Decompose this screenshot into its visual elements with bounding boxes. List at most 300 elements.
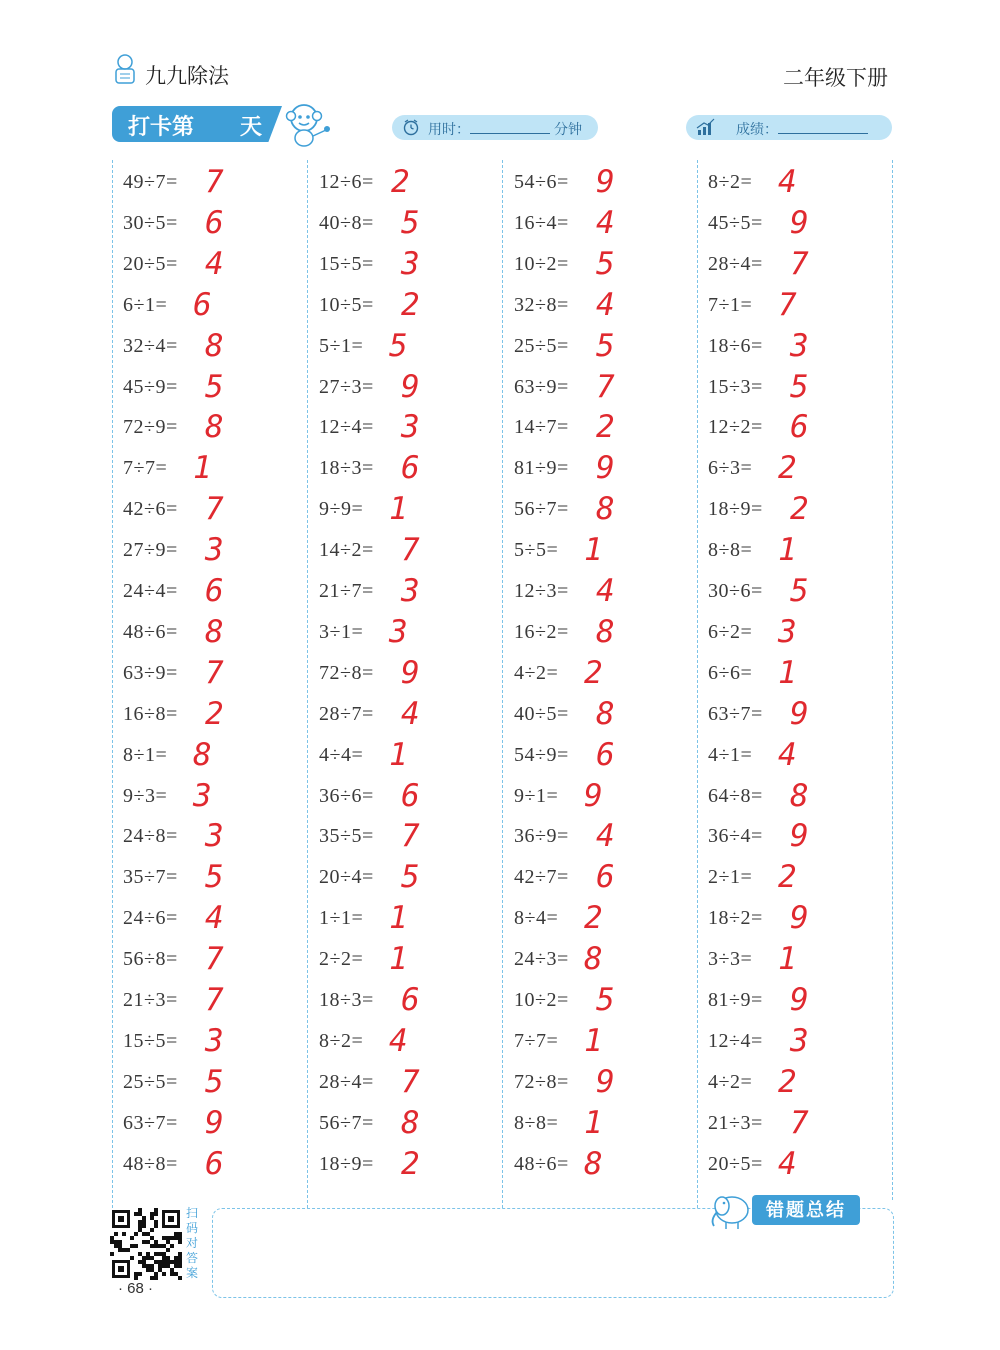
column-border (112, 160, 113, 1208)
problem-equation: 42÷7= (514, 866, 569, 889)
problem-item (123, 444, 273, 487)
problem-equation: 36÷4= (708, 825, 763, 848)
problem-equation: 6÷6= (708, 661, 753, 684)
problem-equation: 8÷2= (708, 171, 753, 193)
problem-equation: 56÷7= (514, 498, 569, 521)
handwritten-answer[interactable]: 6 (401, 450, 420, 487)
handwritten-answer[interactable]: 2 (596, 409, 615, 446)
problem-item (514, 894, 664, 937)
handwritten-answer[interactable]: 5 (596, 245, 615, 282)
problem-equation: 30÷6= (708, 580, 763, 602)
checkin-label: 打卡第 (128, 114, 195, 139)
problem-item (514, 772, 664, 812)
problem-item (708, 1017, 858, 1057)
problem-equation: 7÷1= (708, 293, 753, 316)
problem-item (123, 731, 273, 771)
problem-equation: 40÷8= (319, 211, 374, 234)
handwritten-answer[interactable]: 2 (584, 654, 603, 691)
problem-item (123, 322, 273, 362)
problem-item (123, 281, 273, 321)
handwritten-answer[interactable]: 2 (205, 695, 224, 732)
handwritten-answer[interactable]: 5 (401, 204, 420, 241)
problem-equation: 63÷9= (514, 375, 569, 398)
handwritten-answer[interactable]: 7 (401, 1063, 420, 1100)
handwritten-answer[interactable]: 1 (389, 491, 408, 528)
handwritten-answer[interactable]: 3 (401, 573, 420, 609)
handwritten-answer[interactable]: 4 (205, 245, 224, 282)
handwritten-answer[interactable]: 7 (205, 654, 224, 691)
problem-item (319, 935, 469, 978)
problem-item (514, 1140, 664, 1180)
problem-item (708, 567, 858, 607)
problem-item (708, 608, 858, 648)
column-border (697, 160, 698, 1208)
handwritten-answer[interactable]: 5 (790, 573, 809, 609)
problem-equation: 63÷7= (708, 702, 763, 725)
handwritten-answer[interactable]: 3 (205, 1022, 224, 1059)
handwritten-answer[interactable]: 1 (584, 1022, 603, 1059)
column-border (892, 160, 893, 1200)
problem-equation: 9÷3= (123, 784, 168, 807)
problem-item (123, 567, 273, 607)
problem-equation: 4÷4= (319, 743, 364, 766)
handwritten-answer[interactable]: 9 (584, 777, 603, 814)
problem-item (319, 976, 469, 1016)
handwritten-answer[interactable]: 9 (790, 695, 809, 732)
problem-item (319, 322, 469, 362)
handwritten-answer[interactable]: 1 (778, 654, 797, 691)
problem-item (514, 281, 664, 321)
problem-item (319, 894, 469, 937)
problem-item (319, 158, 469, 198)
problem-equation: 8÷1= (123, 743, 168, 766)
handwritten-answer[interactable]: 4 (596, 204, 615, 241)
problem-item (514, 1099, 664, 1139)
handwritten-answer[interactable]: 8 (596, 491, 615, 528)
problem-equation: 48÷6= (123, 620, 178, 643)
problem-item (708, 444, 858, 487)
handwritten-answer[interactable]: 5 (205, 368, 224, 405)
problem-equation: 18÷2= (708, 907, 763, 930)
handwritten-answer[interactable]: 6 (401, 777, 420, 814)
column-border (502, 160, 503, 1208)
problem-equation: 54÷6= (514, 171, 569, 193)
problem-equation: 10÷2= (514, 989, 569, 1011)
handwritten-answer[interactable]: 5 (205, 1063, 224, 1100)
handwritten-answer[interactable]: 9 (401, 654, 420, 691)
handwritten-answer[interactable]: 3 (205, 532, 224, 569)
problem-equation: 32÷4= (123, 334, 178, 357)
problem-item (708, 690, 858, 730)
problem-equation: 20÷5= (708, 1152, 763, 1175)
handwritten-answer[interactable]: 8 (401, 1104, 420, 1141)
handwritten-answer[interactable]: 9 (205, 1104, 224, 1141)
handwritten-answer[interactable]: 4 (778, 164, 797, 200)
problem-item (123, 240, 273, 280)
problem-equation: 49÷7= (123, 171, 178, 193)
problem-item (514, 240, 664, 280)
time-blank[interactable] (470, 133, 550, 134)
handwritten-answer[interactable]: 3 (401, 409, 420, 446)
handwritten-answer[interactable]: 1 (389, 941, 408, 978)
problem-item (708, 199, 858, 239)
handwritten-answer[interactable]: 7 (205, 982, 224, 1018)
problem-equation: 72÷8= (319, 661, 374, 684)
problem-item (514, 649, 664, 689)
column-border (307, 160, 308, 1208)
handwritten-answer[interactable]: 6 (193, 286, 212, 323)
handwritten-answer[interactable]: 2 (401, 1145, 420, 1182)
problem-equation: 72÷9= (123, 416, 178, 439)
problem-equation: 45÷9= (123, 375, 178, 398)
problem-equation: 24÷3= (514, 948, 569, 971)
problem-item (514, 322, 664, 362)
problem-item (123, 608, 273, 648)
problem-item (319, 772, 469, 812)
problem-equation: 9÷1= (514, 784, 559, 807)
problem-item (123, 772, 273, 812)
handwritten-answer[interactable]: 8 (205, 613, 224, 650)
problem-equation: 16÷8= (123, 702, 178, 725)
problem-item (514, 363, 664, 403)
problem-item (319, 281, 469, 321)
problem-equation: 35÷5= (319, 825, 374, 848)
handwritten-answer[interactable]: 9 (596, 164, 615, 200)
handwritten-answer[interactable]: 8 (584, 1145, 603, 1182)
handwritten-answer[interactable]: 4 (205, 900, 224, 937)
book-title: 九九除法 (145, 65, 229, 88)
problem-equation: 10÷2= (514, 252, 569, 275)
problem-equation: 36÷6= (319, 784, 374, 807)
problem-item (514, 444, 664, 487)
score-field (686, 115, 892, 140)
problem-equation: 25÷5= (514, 334, 569, 357)
problem-item (708, 1140, 858, 1180)
handwritten-answer[interactable]: 5 (205, 859, 224, 896)
problem-equation: 8÷8= (514, 1111, 559, 1134)
mistake-summary-label: 错题总结 (752, 1195, 860, 1225)
problem-equation: 24÷8= (123, 825, 178, 848)
handwritten-answer[interactable]: 7 (790, 1104, 809, 1141)
handwritten-answer[interactable]: 2 (778, 450, 797, 487)
handwritten-answer[interactable]: 5 (401, 859, 420, 896)
handwritten-answer[interactable]: 3 (401, 245, 420, 282)
time-label: 用时： (428, 121, 470, 137)
problem-item (708, 403, 858, 446)
time-unit: 分钟 (554, 121, 582, 137)
problem-item (708, 935, 858, 978)
problem-item (123, 690, 273, 730)
handwritten-answer[interactable]: 4 (401, 695, 420, 732)
problem-equation: 30÷5= (123, 211, 178, 234)
problem-item (514, 567, 664, 607)
problem-item (708, 1058, 858, 1098)
problem-item (123, 199, 273, 239)
problem-item (123, 1058, 273, 1098)
handwritten-answer[interactable]: 3 (790, 1022, 809, 1059)
problem-item (319, 567, 469, 607)
problem-item (319, 690, 469, 730)
problem-item (514, 158, 664, 198)
problem-equation: 7÷7= (514, 1029, 559, 1052)
problem-item (319, 853, 469, 896)
problem-item (708, 1099, 858, 1139)
problem-item (514, 690, 664, 730)
problem-equation: 12÷4= (708, 1029, 763, 1052)
problem-equation: 54÷9= (514, 743, 569, 766)
problem-equation: 56÷7= (319, 1111, 374, 1134)
handwritten-answer[interactable]: 2 (790, 491, 809, 528)
problem-item (514, 199, 664, 239)
problem-equation: 27÷3= (319, 375, 374, 398)
problem-item (319, 731, 469, 771)
clock-icon (402, 118, 420, 136)
problem-equation: 7÷7= (123, 457, 168, 480)
problem-equation: 72÷8= (514, 1070, 569, 1093)
handwritten-answer[interactable]: 4 (389, 1022, 408, 1059)
problem-equation: 9÷9= (319, 498, 364, 521)
handwritten-answer[interactable]: 8 (790, 777, 809, 814)
elephant-icon (704, 1190, 756, 1230)
handwritten-answer[interactable]: 1 (389, 736, 408, 773)
handwritten-answer[interactable]: 1 (778, 941, 797, 978)
problem-item (123, 649, 273, 689)
problem-item (319, 403, 469, 446)
problem-equation: 4÷2= (514, 661, 559, 684)
handwritten-answer[interactable]: 8 (584, 941, 603, 978)
problem-equation: 63÷9= (123, 661, 178, 684)
problem-equation: 64÷8= (708, 784, 763, 807)
problem-item (514, 403, 664, 446)
problem-equation: 18÷3= (319, 989, 374, 1011)
problem-item (514, 731, 664, 771)
problem-item (708, 894, 858, 937)
problem-item (514, 1058, 664, 1098)
handwritten-answer[interactable]: 3 (389, 613, 408, 650)
score-label: 成绩： (736, 121, 778, 137)
problem-item (708, 158, 858, 198)
problem-item (708, 812, 858, 855)
handwritten-answer[interactable]: 5 (596, 982, 615, 1018)
problem-item (708, 485, 858, 528)
problem-item (123, 812, 273, 855)
handwritten-answer[interactable]: 7 (205, 491, 224, 528)
handwritten-answer[interactable]: 8 (596, 613, 615, 650)
handwritten-answer[interactable]: 1 (778, 532, 797, 569)
problem-item (708, 731, 858, 771)
problem-equation: 18÷9= (319, 1152, 374, 1175)
problem-equation: 28÷4= (708, 252, 763, 275)
problem-equation: 42÷6= (123, 498, 178, 521)
problem-item (708, 526, 858, 569)
problem-equation: 28÷7= (319, 702, 374, 725)
problem-item (514, 976, 664, 1016)
handwritten-answer[interactable]: 2 (401, 286, 420, 323)
handwritten-answer[interactable]: 9 (790, 204, 809, 241)
problem-equation: 8÷2= (319, 1029, 364, 1052)
problem-equation: 24÷6= (123, 907, 178, 930)
problem-item (123, 935, 273, 978)
handwritten-answer[interactable]: 9 (790, 900, 809, 937)
handwritten-answer[interactable]: 4 (778, 736, 797, 773)
handwritten-answer[interactable]: 1 (584, 532, 603, 569)
problem-equation: 24÷4= (123, 580, 178, 602)
problem-item (514, 853, 664, 896)
handwritten-answer[interactable]: 7 (205, 941, 224, 978)
problem-equation: 1÷1= (319, 907, 364, 930)
problem-equation: 81÷9= (514, 457, 569, 480)
handwritten-answer[interactable]: 6 (596, 736, 615, 773)
problem-item (123, 1099, 273, 1139)
problem-item (123, 403, 273, 446)
handwritten-answer[interactable]: 6 (205, 204, 224, 241)
problem-equation: 8÷4= (514, 907, 559, 930)
handwritten-answer[interactable]: 6 (205, 1145, 224, 1182)
problem-item (514, 526, 664, 569)
kid-icon (110, 52, 140, 86)
problem-equation: 4÷1= (708, 743, 753, 766)
handwritten-answer[interactable]: 9 (596, 450, 615, 487)
problem-equation: 16÷4= (514, 211, 569, 234)
problem-equation: 20÷5= (123, 252, 178, 275)
problem-item (319, 1099, 469, 1139)
problem-item (319, 444, 469, 487)
problem-item (319, 649, 469, 689)
page-number: · 68 · (118, 1280, 154, 1297)
problem-item (319, 1140, 469, 1180)
handwritten-answer[interactable]: 2 (778, 1063, 797, 1100)
handwritten-answer[interactable]: 3 (790, 327, 809, 364)
handwritten-answer[interactable]: 9 (790, 818, 809, 855)
problem-equation: 10÷5= (319, 293, 374, 316)
grade-label: 二年级下册 (783, 67, 888, 90)
problem-item (123, 1017, 273, 1057)
problem-equation: 15÷5= (123, 1029, 178, 1052)
problem-item (123, 894, 273, 937)
problem-equation: 16÷2= (514, 620, 569, 643)
problem-equation: 21÷3= (123, 989, 178, 1011)
handwritten-answer[interactable]: 8 (205, 409, 224, 446)
problem-item (514, 485, 664, 528)
problem-item (514, 812, 664, 855)
problem-equation: 40÷5= (514, 702, 569, 725)
problem-equation: 4÷2= (708, 1070, 753, 1093)
handwritten-answer[interactable]: 8 (205, 327, 224, 364)
score-blank[interactable] (778, 133, 868, 134)
problem-equation: 15÷3= (708, 375, 763, 398)
handwritten-answer[interactable]: 8 (193, 736, 212, 773)
handwritten-answer[interactable]: 3 (778, 613, 797, 650)
handwritten-answer[interactable]: 7 (205, 164, 224, 200)
handwritten-answer[interactable]: 5 (790, 368, 809, 405)
handwritten-answer[interactable]: 6 (401, 982, 420, 1018)
scan-answer-label: 扫码对答案 (186, 1206, 199, 1280)
problem-equation: 5÷5= (514, 539, 559, 562)
problem-item (123, 158, 273, 198)
handwritten-answer[interactable]: 4 (596, 573, 615, 609)
problem-equation: 12÷4= (319, 416, 374, 439)
handwritten-answer[interactable]: 2 (778, 859, 797, 896)
problem-item (708, 649, 858, 689)
problem-equation: 2÷2= (319, 948, 364, 971)
handwritten-answer[interactable]: 8 (596, 695, 615, 732)
problem-item (708, 853, 858, 896)
problem-equation: 14÷7= (514, 416, 569, 439)
problem-item (319, 1058, 469, 1098)
problem-equation: 63÷7= (123, 1111, 178, 1134)
handwritten-answer[interactable]: 6 (790, 409, 809, 446)
problem-equation: 3÷1= (319, 620, 364, 643)
handwritten-answer[interactable]: 9 (790, 982, 809, 1018)
problem-item (319, 240, 469, 280)
handwritten-answer[interactable]: 5 (596, 327, 615, 364)
qr-code[interactable] (110, 1208, 182, 1280)
handwritten-answer[interactable]: 4 (778, 1145, 797, 1182)
handwritten-answer[interactable]: 4 (596, 286, 615, 323)
handwritten-answer[interactable]: 2 (584, 900, 603, 937)
time-field (392, 115, 598, 140)
problem-item (319, 526, 469, 569)
problem-item (708, 363, 858, 403)
handwritten-answer[interactable]: 7 (596, 368, 615, 405)
problem-equation: 15÷5= (319, 252, 374, 275)
problem-equation: 32÷8= (514, 293, 569, 316)
handwritten-answer[interactable]: 7 (790, 245, 809, 282)
handwritten-answer[interactable]: 4 (596, 818, 615, 855)
handwritten-answer[interactable]: 9 (596, 1063, 615, 1100)
handwritten-answer[interactable]: 9 (401, 368, 420, 405)
problem-item (123, 526, 273, 569)
problem-equation: 5÷1= (319, 334, 364, 357)
problem-item (123, 485, 273, 528)
problem-item (319, 1017, 469, 1057)
handwritten-answer[interactable]: 7 (401, 818, 420, 855)
problem-equation: 6÷3= (708, 457, 753, 480)
problem-equation: 12÷2= (708, 416, 763, 439)
problem-item (123, 853, 273, 896)
problem-equation: 18÷6= (708, 334, 763, 357)
problem-equation: 3÷3= (708, 948, 753, 971)
handwritten-answer[interactable]: 6 (596, 859, 615, 896)
problem-equation: 2÷1= (708, 866, 753, 889)
handwritten-answer[interactable]: 1 (584, 1104, 603, 1141)
handwritten-answer[interactable]: 5 (389, 327, 408, 364)
checkin-day-label: 天 (240, 114, 263, 139)
problem-item (708, 240, 858, 280)
problem-equation: 18÷9= (708, 498, 763, 521)
handwritten-answer[interactable]: 6 (205, 573, 224, 609)
monkey-mascot-icon (282, 100, 332, 148)
handwritten-answer[interactable]: 1 (389, 900, 408, 937)
handwritten-answer[interactable]: 1 (193, 450, 212, 487)
problem-equation: 36÷9= (514, 825, 569, 848)
problem-equation: 8÷8= (708, 539, 753, 562)
problem-equation: 28÷4= (319, 1070, 374, 1093)
handwritten-answer[interactable]: 7 (401, 532, 420, 569)
handwritten-answer[interactable]: 3 (205, 818, 224, 855)
problem-item (708, 976, 858, 1016)
handwritten-answer[interactable]: 2 (391, 164, 410, 200)
problem-equation: 21÷3= (708, 1111, 763, 1134)
handwritten-answer[interactable]: 3 (193, 777, 212, 814)
handwritten-answer[interactable]: 7 (778, 286, 797, 323)
problem-equation: 20÷4= (319, 866, 374, 889)
problem-item (514, 935, 664, 978)
problem-item (708, 322, 858, 362)
problem-equation: 81÷9= (708, 989, 763, 1011)
problem-item (123, 1140, 273, 1180)
problem-item (514, 608, 664, 648)
